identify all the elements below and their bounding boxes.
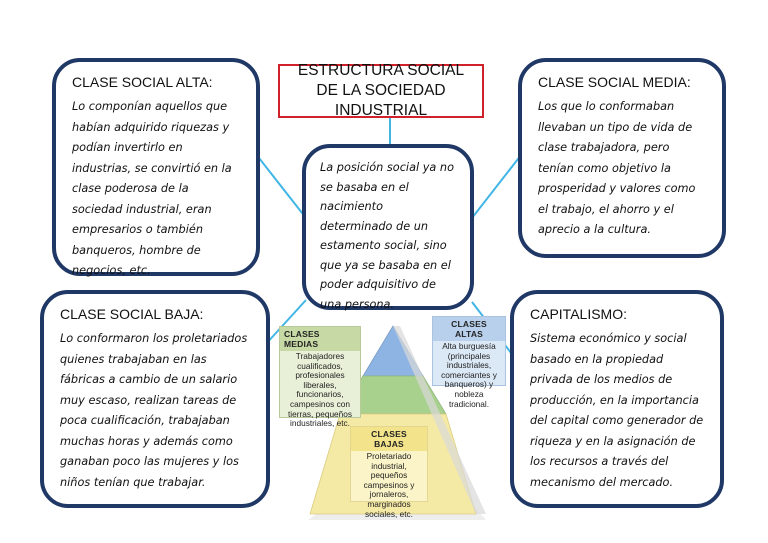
- clases-altas-tag: CLASES ALTAS: [433, 317, 505, 341]
- clases-bajas-text: Proletariado industrial, pequeños campesinos y jornaleros, marginados sociales, etc.: [363, 451, 415, 519]
- baja-text: Lo conformaron los proletariados quienes trabajaban en las fábricas a cambio de un salario muy escaso, realizan tareas de poca cualificación, trabajaban muchas horas y además como ganaban poco las mujeres y los niños tenían que trabajar.: [60, 332, 248, 489]
- center-text: La posición social ya no se basaba en el nacimiento determinado de un estamento social, sino que ya se basaba en el poder adquisitivo de una persona.: [320, 161, 454, 311]
- clases-bajas-tag: CLASES BAJAS: [351, 427, 427, 451]
- box-center-posicion-social: [302, 144, 474, 310]
- connector-alta-center: [259, 158, 306, 218]
- capitalismo-heading: CAPITALISMO:: [530, 306, 627, 322]
- baja-heading: CLASE SOCIAL BAJA:: [60, 306, 204, 322]
- clases-altas-text: Alta burguesía (principales industriales, comerciantes y banqueros) y nobleza tradicional.: [441, 341, 497, 409]
- pyramid-label-clases-bajas: [350, 426, 428, 519]
- clases-medias-text: Trabajadores cualificados, profesionales liberales, funcionarios, campesinos con tierras, pequeños industriales, etc.: [287, 351, 353, 429]
- box-clase-social-media: [518, 58, 726, 258]
- alta-heading: CLASE SOCIAL ALTA:: [72, 74, 213, 90]
- diagram-title: ESTRUCTURA SOCIAL DE LA SOCIEDAD INDUSTRIAL: [278, 64, 484, 118]
- pyramid-label-clases-altas: [432, 316, 506, 409]
- media-text: Los que lo conformaban llevaban un tipo de vida de clase trabajadora, pero tenían como objetivo la prosperidad y valores como el trabajo, el ahorro y el aprecio a la cultura.: [538, 100, 696, 236]
- clases-medias-tag: CLASES MEDIAS: [280, 327, 360, 351]
- box-clase-social-baja: [40, 290, 270, 508]
- pyramid-label-clases-medias: [279, 326, 361, 429]
- box-clase-social-alta: [52, 58, 260, 276]
- alta-text: Lo componían aquellos que habían adquirido riquezas y podían invertirlo en industrias, se convirtió en la clase poderosa de la sociedad industrial, eran empresarios o también banqueros, hombre de negocios, etc.: [72, 100, 232, 277]
- box-capitalismo: [510, 290, 724, 508]
- capitalismo-text: Sistema económico y social basado en la propiedad privada de los medios de producción, en la importancia del capital como generador de riqueza y en la asignación de los recursos a través del mecanismo del mercado.: [530, 332, 704, 489]
- media-heading: CLASE SOCIAL MEDIA:: [538, 74, 691, 90]
